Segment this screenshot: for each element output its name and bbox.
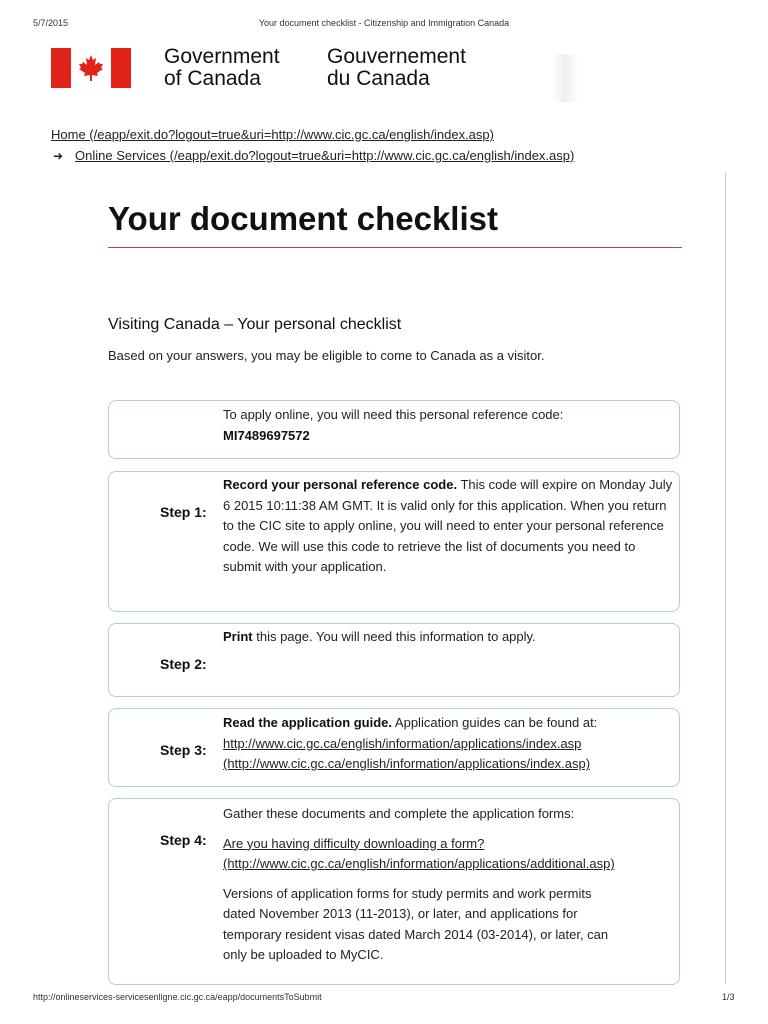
footer-page-number: 1/3 [722,992,735,1002]
gov-fr-line2: du Canada [327,67,430,90]
step-4-box [108,798,680,985]
step-1-content [223,475,673,578]
step-2-bold: Print [223,629,253,644]
application-guides-link-url[interactable]: (http://www.cic.gc.ca/english/information/applications/index.asp) [223,756,591,771]
flag-center [71,48,111,88]
step-2-box [108,623,680,697]
step-1-box [108,471,680,612]
step-1-bold: Record your personal reference code. [223,477,458,492]
application-guides-link[interactable]: http://www.cic.gc.ca/english/information/applications/index.asp [223,735,582,751]
checklist-subtitle: Visiting Canada – Your personal checklist [108,316,402,333]
download-help-link[interactable]: Are you having difficulty downloading a form? [223,835,485,851]
intro-text: Based on your answers, you may be eligible to come to Canada as a visitor. [108,348,545,363]
print-title: Your document checklist - Citizenship and Immigration Canada [258,18,510,28]
content-border [725,172,726,984]
step-4-label: Step 4: [160,832,207,848]
reference-code-text: To apply online, you will need this personal reference code: [223,407,564,422]
title-rule [108,247,682,248]
step-4-content [223,804,673,966]
step-2-label: Step 2: [160,656,207,672]
step-4-text: Gather these documents and complete the application forms: [223,806,575,821]
reference-code-value: MI7489697572 [223,427,310,443]
step-3-label: Step 3: [160,742,207,758]
header-shade [552,54,578,102]
flag-right-bar [111,48,131,88]
reference-code-content [223,405,673,446]
page-title: Your document checklist [108,200,498,237]
print-date: 5/7/2015 [33,18,69,28]
gov-fr-line1: Gouvernement [327,45,466,68]
gov-en-line2: of Canada [164,67,261,90]
breadcrumb-online-services-link[interactable]: Online Services (/eapp/exit.do?logout=true&uri=http://www.cic.gc.ca/english/index.asp) [75,148,575,163]
footer-url: http://onlineservices-servicesenligne.cic.gc.ca/eapp/documentsToSubmit [33,992,322,1002]
step-1-label: Step 1: [160,504,207,520]
step-2-text: this page. You will need this information to apply. [252,629,536,644]
flag-left-bar [51,48,71,88]
government-of-canada-en [164,46,280,90]
step-3-bold: Read the application guide. [223,715,393,730]
arrow-right-icon: ➜ [53,149,64,163]
reference-code-box [108,400,680,459]
step-4-note: Versions of application forms for study permits and work permits dated November 2013 (11-2013), or later, and applications for temporary resident visas dated March 2014 (03-2014), or later, can only be uploaded to MyCIC. [223,885,609,962]
maple-leaf-icon [78,54,104,82]
gov-en-line1: Government [164,45,280,68]
canada-flag [51,48,131,88]
gouvernement-du-canada-fr [327,46,466,90]
step-3-content [223,713,683,775]
step-3-text: Application guides can be found at: [392,715,598,730]
step-2-content [223,627,673,648]
breadcrumb-home-link[interactable]: Home (/eapp/exit.do?logout=true&uri=http://www.cic.gc.ca/english/index.asp) [51,127,494,142]
step-1-text: This code will expire on Monday July 6 2015 10:11:38 AM GMT. It is valid only for this application. When you return to the CIC site to apply online, you will need to enter your personal reference code. We will use this code to retrieve the list of documents you need to submit with your application. [223,477,673,574]
download-help-link-url[interactable]: (http://www.cic.gc.ca/english/information/applications/additional.asp) [223,856,615,871]
step-3-box [108,708,680,787]
